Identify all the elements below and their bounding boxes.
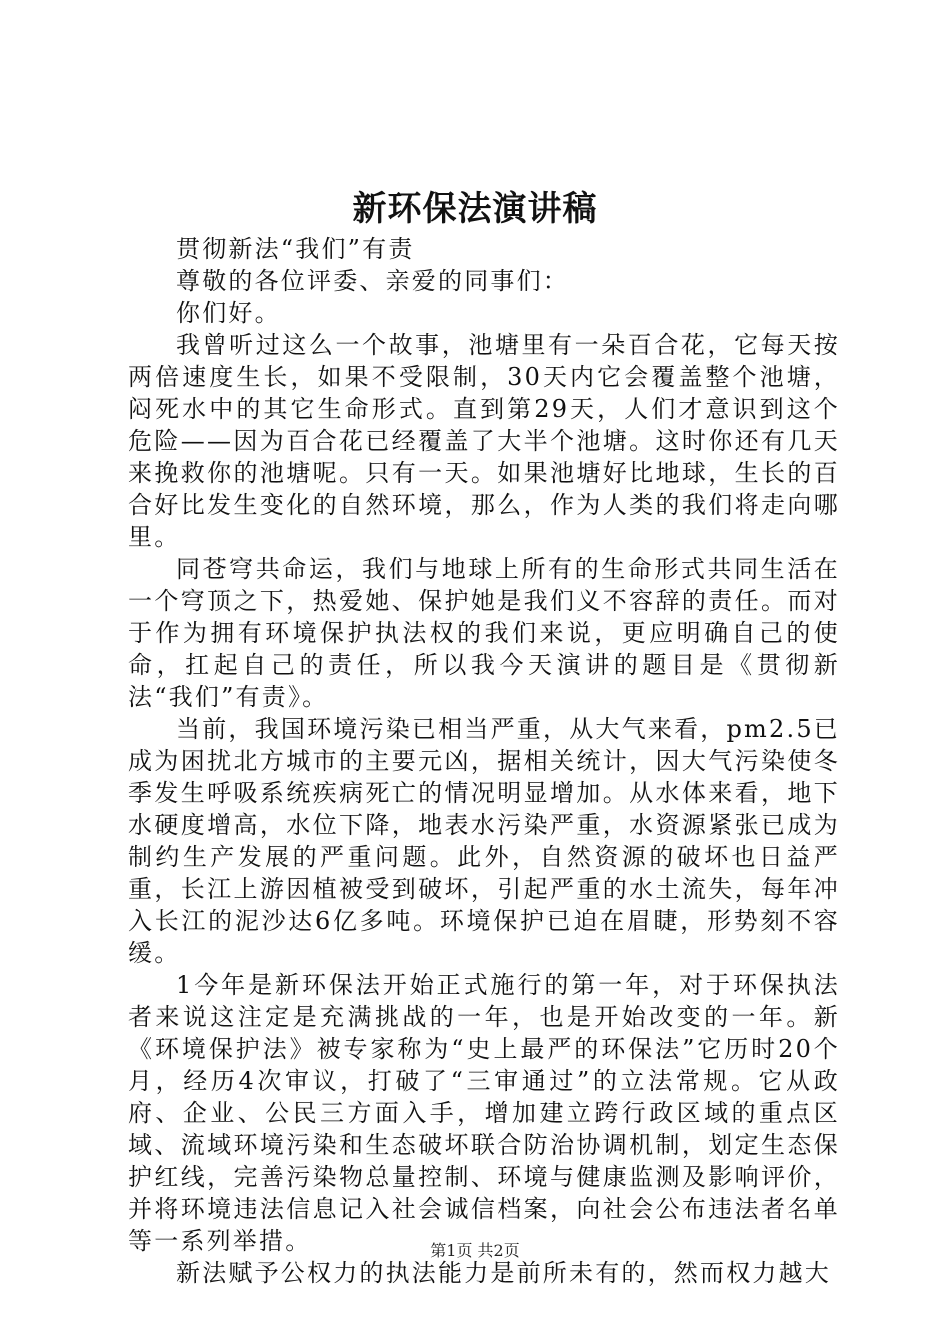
document-title: 新环保法演讲稿 <box>352 189 598 229</box>
paragraph-lily-story: 我曾听过这么一个故事，池塘里有一朵百合花，它每天按两倍速度生长，如果不受限制，30天内它会覆盖整个池塘，闷死水中的其它生命形式。直到第29天，人们才意识到这个危险——因为百合花已经覆盖了大半个池塘。这时你还有几天来挽救你的池塘呢。只有一天。如果池塘好比地球，生长的百合好比发生变化的自然环境，那么，作为人类的我们将走向哪里。 <box>128 331 840 551</box>
document-body <box>128 233 840 1289</box>
paragraph-new-law: 1今年是新环保法开始正式施行的第一年，对于环保执法者来说这注定是充满挑战的一年，也是开始改变的一年。新《环境保护法》被专家称为“史上最严的环保法”它历时20个月，经历4次审议，打破了“三审通过”的立法常规。它从政府、企业、公民三方面入手，增加建立跨行政区域的重点区域、流域环境污染和生态破坏联合防治协调机制，划定生态保护红线，完善污染物总量控制、环境与健康监测及影响评价，并将环境违法信息记入社会诚信档案，向社会公布违法者名单等一系列举措。 <box>128 971 840 1255</box>
salutation: 尊敬的各位评委、亲爱的同事们： <box>176 267 569 295</box>
paragraph-shared-destiny: 同苍穹共命运，我们与地球上所有的生命形式共同生活在一个穹顶之下，热爱她、保护她是我们义不容辞的责任。而对于作为拥有环境保护执法权的我们来说，更应明确自己的使命，扛起自己的责任，所以我今天演讲的题目是《贯彻新法“我们”有责》。 <box>128 555 840 711</box>
paragraph-pollution-status: 当前，我国环境污染已相当严重，从大气来看，pm2.5已成为困扰北方城市的主要元凶，据相关统计，因大气污染使冬季发生呼吸系统疾病死亡的情况明显增加。从水体来看，地下水硬度增高，水位下降，地表水污染严重，水资源紧张已成为制约生产发展的严重问题。此外，自然资源的破坏也日益严重，长江上游因植被受到破坏，引起严重的水土流失，每年冲入长江的泥沙达6亿多吨。环境保护已迫在眉睫，形势刻不容缓。 <box>128 715 840 967</box>
page-footer: 第1页 共2页 <box>430 1241 520 1260</box>
paragraph-enforcement-power: 新法赋予公权力的执法能力是前所未有的，然而权力越大 <box>176 1259 831 1287</box>
greeting: 你们好。 <box>176 299 281 327</box>
speech-subtitle: 贯彻新法“我们”有责 <box>176 235 415 263</box>
